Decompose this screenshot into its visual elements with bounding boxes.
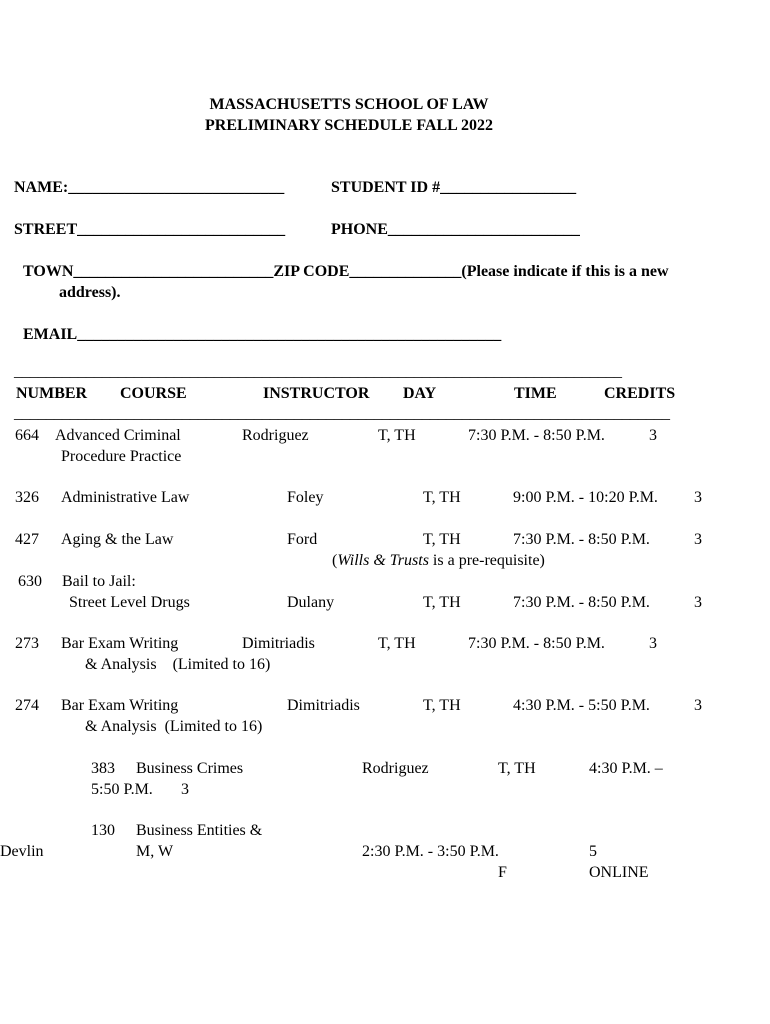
course-day: T, TH (423, 697, 461, 714)
course-title: Bar Exam Writing (61, 635, 179, 652)
course-title-cont: & Analysis (Limited to 16) (85, 718, 263, 735)
street-field[interactable]: STREET__________________________ (14, 221, 286, 238)
address-note: address). (59, 284, 121, 301)
course-instructor: Devlin (0, 843, 44, 860)
course-number: 383 (91, 760, 115, 777)
course-title: Aging & the Law (61, 531, 174, 548)
course-credits: 3 (694, 697, 702, 714)
course-time: 2:30 P.M. - 3:50 P.M. (362, 843, 499, 860)
course-mode: ONLINE (589, 864, 649, 881)
course-number: 274 (15, 697, 39, 714)
course-credits: 3 (181, 781, 189, 798)
course-title-cont: & Analysis (Limited to 16) (85, 656, 271, 673)
course-day: T, TH (423, 531, 461, 548)
course-day: T, TH (498, 760, 536, 777)
town-zip-field[interactable]: TOWN_________________________ZIP CODE______________(Please indicate if this is a new (23, 263, 669, 280)
course-title: Advanced Criminal (55, 427, 181, 444)
course-time: 4:30 P.M. – (589, 760, 663, 777)
col-header-time: TIME (514, 385, 557, 402)
course-credits: 3 (694, 594, 702, 611)
course-day-cont: F (498, 864, 507, 881)
course-title: Business Entities & (136, 822, 263, 839)
course-number: 427 (15, 531, 39, 548)
course-credits: 3 (694, 489, 702, 506)
course-number: 326 (15, 489, 39, 506)
course-time: 7:30 P.M. - 8:50 P.M. (468, 635, 605, 652)
table-rule-top: ____________________________________________________________________________ (14, 363, 622, 380)
course-instructor: Ford (287, 531, 318, 548)
email-field[interactable]: EMAIL_____________________________________________________ (23, 326, 502, 343)
course-instructor: Dulany (287, 594, 335, 611)
col-header-course: COURSE (120, 385, 187, 402)
course-credits: 5 (589, 843, 597, 860)
course-number: 630 (18, 573, 42, 590)
course-instructor: Rodriguez (362, 760, 429, 777)
course-instructor: Foley (287, 489, 324, 506)
schedule-title: PRELIMINARY SCHEDULE FALL 2022 (205, 117, 493, 134)
course-day: T, TH (378, 635, 416, 652)
course-credits: 3 (649, 635, 657, 652)
course-instructor: Dimitriadis (242, 635, 315, 652)
course-time: 7:30 P.M. - 8:50 P.M. (468, 427, 605, 444)
school-title: MASSACHUSETTS SCHOOL OF LAW (209, 96, 489, 113)
col-header-number: NUMBER (16, 385, 88, 402)
course-day: T, TH (378, 427, 416, 444)
course-day: T, TH (423, 594, 461, 611)
course-title-cont: Procedure Practice (61, 448, 182, 465)
course-title: Bar Exam Writing (61, 697, 179, 714)
course-instructor: Rodriguez (242, 427, 309, 444)
col-header-credits: CREDITS (604, 385, 676, 402)
table-rule-bottom: __________________________________________________________________________________ (14, 405, 670, 422)
course-time: 7:30 P.M. - 8:50 P.M. (513, 594, 650, 611)
course-number: 130 (91, 822, 115, 839)
course-number: 664 (15, 427, 39, 444)
course-title-cont: Street Level Drugs (69, 594, 190, 611)
name-field[interactable]: NAME:___________________________ (14, 179, 285, 196)
course-time: 4:30 P.M. - 5:50 P.M. (513, 697, 650, 714)
course-credits: 3 (694, 531, 702, 548)
course-instructor: Dimitriadis (287, 697, 360, 714)
course-credits: 3 (649, 427, 657, 444)
course-day: M, W (136, 843, 174, 860)
student-id-field[interactable]: STUDENT ID #_________________ (331, 179, 577, 196)
course-title: Bail to Jail: (62, 573, 136, 590)
course-number: 273 (15, 635, 39, 652)
course-day: T, TH (423, 489, 461, 506)
col-header-instructor: INSTRUCTOR (263, 385, 370, 402)
course-title: Business Crimes (136, 760, 244, 777)
course-time-cont: 5:50 P.M. (91, 781, 153, 798)
phone-field[interactable]: PHONE________________________ (331, 221, 580, 238)
course-title: Administrative Law (61, 489, 190, 506)
col-header-day: DAY (403, 385, 437, 402)
prerequisite-note: (Wills & Trusts is a pre-requisite) (332, 552, 545, 569)
course-time: 9:00 P.M. - 10:20 P.M. (513, 489, 658, 506)
course-time: 7:30 P.M. - 8:50 P.M. (513, 531, 650, 548)
